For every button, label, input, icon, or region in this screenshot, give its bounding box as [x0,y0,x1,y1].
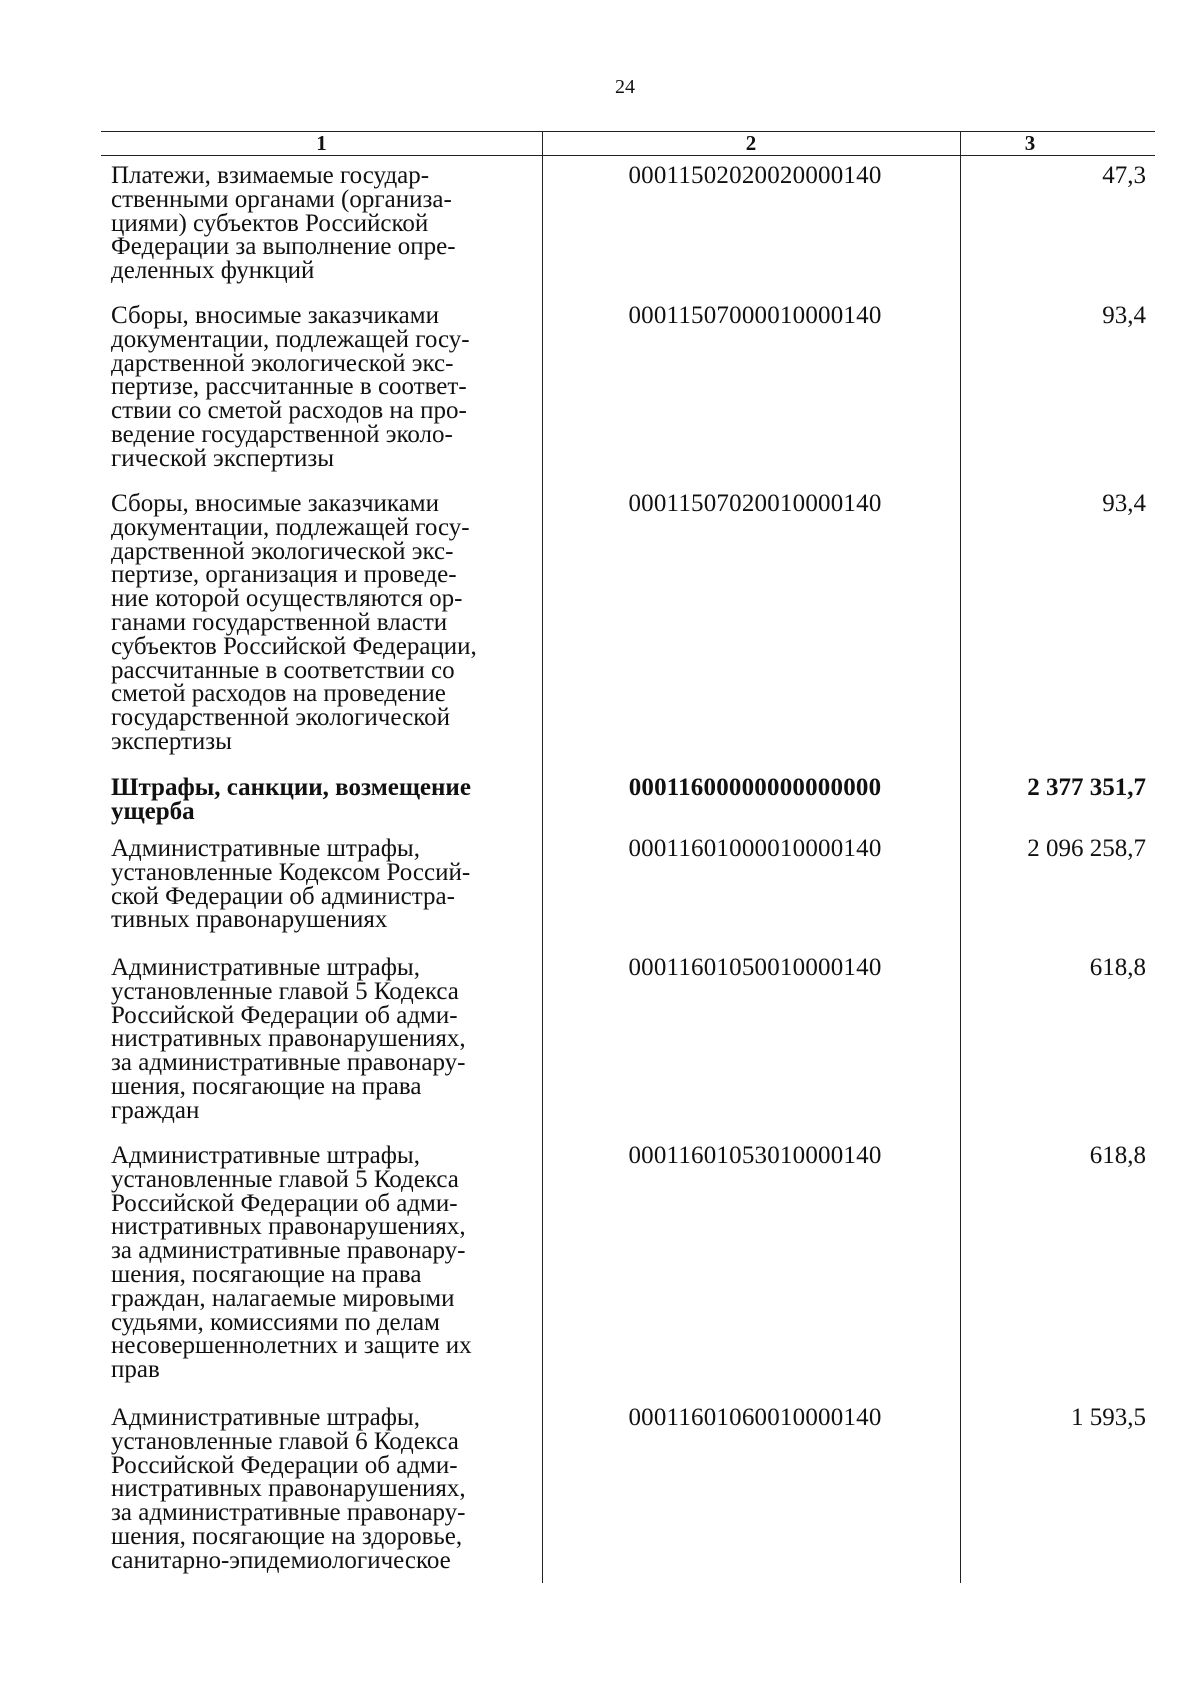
row-name-line: нистративных правонарушениях, [111,1025,466,1053]
row-name-line: судьями, комиссиями по делам [111,1308,440,1336]
row-code-cell: 00011507000010000140 [628,302,882,329]
row-name-line: Федерации за выполнение опре- [111,233,456,261]
page-number: 24 [615,76,635,98]
row-name-line: ганами государственной власти [111,608,448,636]
row-name-line: установленные Кодексом Россий- [111,858,471,886]
row-name-line: пертизе, рассчитанные в соответ- [111,373,467,401]
row-name-line: ской Федерации об администра- [111,882,455,910]
row-value-cell: 2 377 351,7 [1027,774,1146,801]
row-name-cell [111,837,541,932]
row-name-line: тивных правонарушениях [111,906,388,934]
row-value-cell: 93,4 [1102,302,1146,329]
row-name-line: государственной экологической [111,704,450,732]
row-name-line: прав [111,1356,160,1384]
row-name-line: нистративных правонарушениях, [111,1213,466,1241]
row-value-cell: 47,3 [1102,162,1146,189]
row-name-line: Российской Федерации об адми- [111,1001,458,1029]
row-value-cell: 2 096 258,7 [1027,835,1146,862]
row-name-line: дарственной экологической экс- [111,349,454,377]
row-name-line: Российской Федерации об адми- [111,1451,458,1479]
row-name-line: установленные главой 6 Кодекса [111,1427,459,1455]
column-divider-1 [542,131,543,1583]
row-code-cell: 00011601050010000140 [628,954,882,981]
row-name-cell [111,1406,541,1573]
row-name-line: граждан, налагаемые мировыми [111,1284,455,1312]
row-name-line: граждан [111,1096,200,1124]
row-name-line: экспертизы [111,727,232,755]
row-name-line: Российской Федерации об адми- [111,1189,458,1217]
row-name-line: документации, подлежащей госу- [111,325,470,353]
row-name-line: установленные главой 5 Кодекса [111,977,459,1005]
row-name-line: ствии со сметой расходов на про- [111,397,467,425]
row-name-cell [111,492,541,754]
row-value-cell: 93,4 [1102,490,1146,517]
column-header-2: 2 [745,131,757,155]
row-name-line: шения, посягающие на здоровье, [111,1522,463,1550]
row-name-line: несовершеннолетних и защите их [111,1332,472,1360]
row-name-line: рассчитанные в соответствии со [111,656,455,684]
row-name-cell [111,956,541,1123]
row-code-cell: 00011601053010000140 [628,1142,882,1169]
row-name-line: ние которой осуществляются ор- [111,585,463,613]
row-name-line: субъектов Российской Федерации, [111,632,477,660]
row-name-line: ственными органами (организа- [111,185,452,213]
row-name-line: гической экспертизы [111,444,334,472]
row-code-cell: 00011600000000000000 [628,774,882,801]
row-name-line: Сборы, вносимые заказчиками [111,302,439,329]
row-code-cell: 00011601000010000140 [628,835,882,862]
column-header-3: 3 [1024,131,1036,155]
row-name-line: ведение государственной эколо- [111,420,453,448]
row-name-line: документации, подлежащей госу- [111,513,470,541]
row-name-cell [111,776,541,824]
row-code-cell: 00011507020010000140 [628,490,882,517]
row-name-line: деленных функций [111,257,315,285]
table-header-rule [101,155,1155,156]
row-code-cell: 00011601060010000140 [628,1404,882,1431]
row-name-cell [111,304,541,471]
row-name-line: за административные правонару- [111,1499,466,1527]
row-name-line: шения, посягающие на права [111,1072,422,1100]
row-name-line: дарственной экологической экс- [111,537,454,565]
row-name-line: циями) субъектов Российской [111,209,429,237]
row-name-cell [111,164,541,283]
row-name-line: Штрафы, санкции, возмещение [111,774,471,801]
row-name-line: Сборы, вносимые заказчиками [111,490,439,517]
row-name-cell [111,1144,541,1382]
row-value-cell: 618,8 [1089,954,1146,981]
row-code-cell: 00011502020020000140 [628,162,882,189]
row-name-line: Административные штрафы, [111,1404,420,1431]
row-name-line: за административные правонару- [111,1237,466,1265]
row-value-cell: 1 593,5 [1071,1404,1146,1431]
row-name-line: за административные правонару- [111,1049,466,1077]
row-name-line: пертизе, организация и проведе- [111,561,457,589]
row-name-line: нистративных правонарушениях, [111,1475,466,1503]
row-name-line: Административные штрафы, [111,954,420,981]
row-name-line: Платежи, взимаемые государ- [111,162,430,189]
row-name-line: шения, посягающие на права [111,1260,422,1288]
row-value-cell: 618,8 [1089,1142,1146,1169]
column-header-1: 1 [316,131,327,155]
row-name-line: Административные штрафы, [111,835,420,862]
row-name-line: Административные штрафы, [111,1142,420,1169]
row-name-line: ущерба [111,797,195,825]
row-name-line: санитарно-эпидемиологическое [111,1546,451,1574]
row-name-line: установленные главой 5 Кодекса [111,1165,459,1193]
row-name-line: сметой расходов на проведение [111,680,446,708]
